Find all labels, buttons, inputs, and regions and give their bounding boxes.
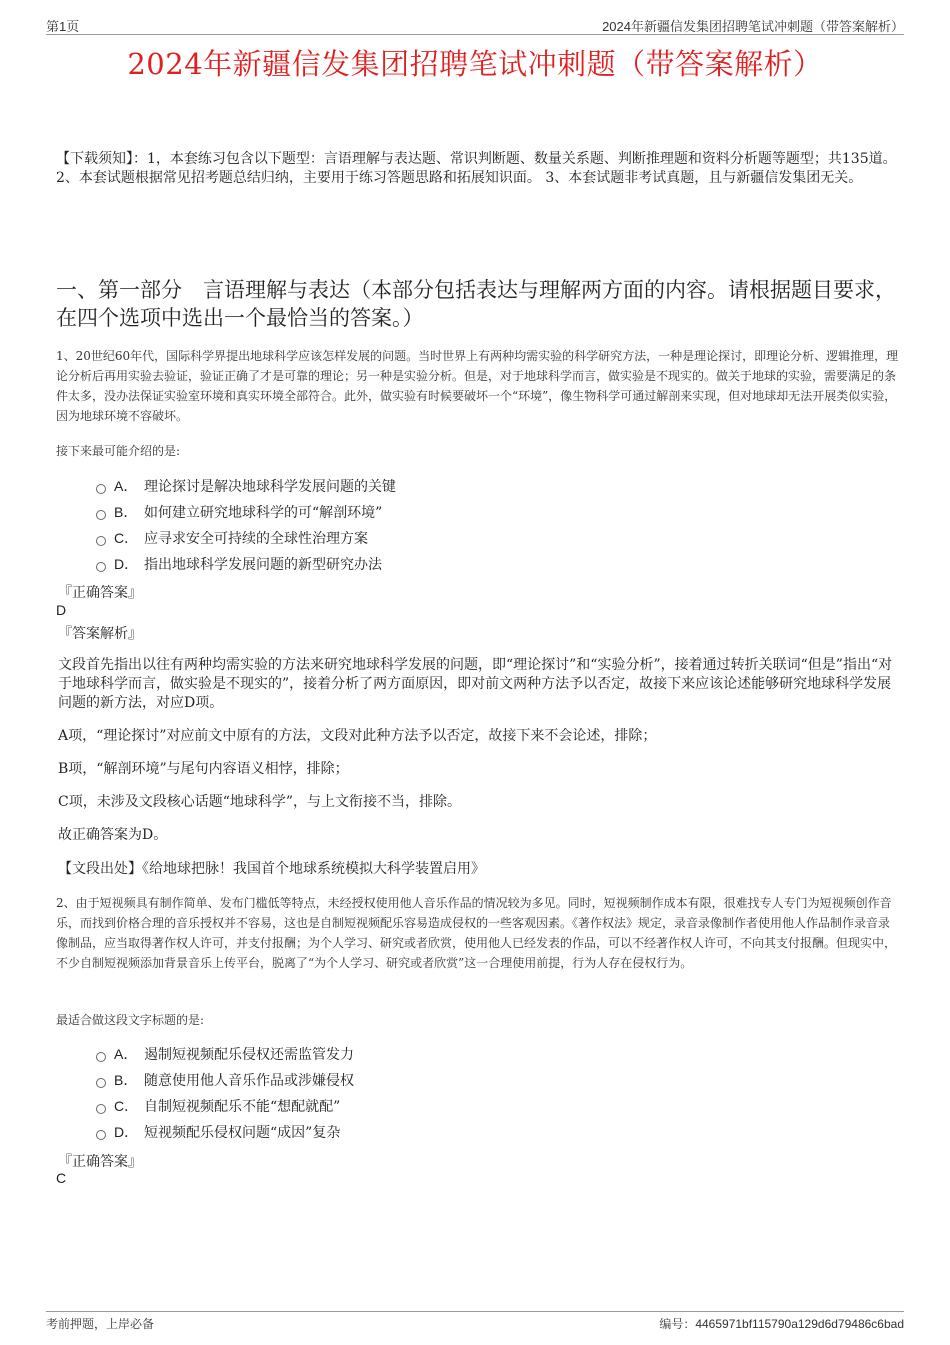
radio-icon[interactable] (96, 1052, 106, 1062)
radio-icon[interactable] (96, 484, 106, 494)
header-doc-title: 2024年新疆信发集团招聘笔试冲刺题（带答案解析） (602, 19, 904, 34)
footer-slogan: 考前押题，上岸必备 (46, 1317, 155, 1331)
section-title: 一、第一部分 言语理解与表达（本部分包括表达与理解两方面的内容。请根据题目要求，在四个选项中选出一个最恰当的答案。） (56, 278, 896, 330)
q1-analysis-para: C项，未涉及文段核心话题“地球科学”，与上文衔接不当，排除。 (58, 794, 462, 810)
page-title: 2024年新疆信发集团招聘笔试冲刺题（带答案解析） (127, 47, 823, 81)
q1-analysis-para: A项，“理论探讨”对应前文中原有的方法，文段对此种方法予以否定，故接下来不会论述，排除； (58, 728, 657, 744)
q2-option-c[interactable]: C． 自制短视频配乐不能“想配就配” (96, 1096, 340, 1116)
q2-answer: C (56, 1170, 67, 1186)
radio-icon[interactable] (96, 1104, 106, 1114)
radio-icon[interactable] (96, 510, 106, 520)
q2-option-a[interactable]: A． 遏制短视频配乐侵权还需监管发力 (96, 1044, 354, 1064)
q1-answer: D (56, 602, 67, 618)
question-1-text: 1、20世纪60年代，国际科学界提出地球科学应该怎样发展的问题。当时世界上有两种均需实验的科学研究方法，一种是理论探讨，即理论分析、逻辑推理，理论分析后再用实验去验证，验证正确了才是可靠的理论；另一种是实验分析。但是，对于地球科学而言，做实验是不现实的。做关于地球的实验，需要满足的条件太多，没办法保证实验室环境和真实环境全部符合。此外，做实验有时候要破坏一个“环境”，像生物科学可通过解剖来实现，但对地球却无法开展类似实验，因为地球环境不容破坏。 (56, 349, 899, 423)
q1-option-b[interactable]: B． 如何建立研究地球科学的可“解剖环境” (96, 502, 382, 522)
q1-analysis-para: 文段首先指出以往有两种均需实验的方法来研究地球科学发展的问题，即“理论探讨”和“实验分析”，接着通过转折关联词“但是”指出“对于地球科学而言，做实验是不现实的”，接着分析了两方面原因，即对前文两种方法予以否定，故接下来应该论述能够研究地球科学发展问题的新方法，对应D项。 (58, 657, 893, 711)
q2-answer-label: 『正确答案』 (58, 1154, 142, 1170)
q2-option-d[interactable]: D． 短视频配乐侵权问题“成因”复杂 (96, 1122, 340, 1142)
question-2-text: 2、由于短视频具有制作简单、发布门槛低等特点，未经授权使用他人音乐作品的情况较为多见。同时，短视频制作成本有限，很难找专人专门为短视频创作音乐，而找到价格合理的音乐授权并不容易，这也是自制短视频配乐容易造成侵权的一些客观因素。《著作权法》规定，录音录像制作者使用他人作品制作录音录像制品，应当取得著作权人许可，并支付报酬；为个人学习、研究或者欣赏，使用他人已经发表的作品，可以不经著作权人许可，不向其支付报酬。但现实中，不少自制短视频添加背景音乐上传平台，脱离了“为个人学习、研究或者欣赏”这一合理使用前提，行为人存在侵权行为。 (56, 896, 897, 970)
page-footer (46, 1311, 904, 1334)
radio-icon[interactable] (96, 1130, 106, 1140)
footer-code: 编号：4465971bf115790a129d6d79486c6bad (659, 1317, 904, 1331)
q1-answer-label: 『正确答案』 (58, 585, 142, 601)
q1-analysis-para: B项，“解剖环境”与尾句内容语义相悖，排除； (58, 761, 349, 777)
page-header (46, 14, 904, 35)
question-1-prompt: 接下来最可能介绍的是: (56, 444, 181, 458)
q1-option-a[interactable]: A． 理论探讨是解决地球科学发展问题的关键 (96, 476, 396, 496)
q2-option-b[interactable]: B． 随意使用他人音乐作品或涉嫌侵权 (96, 1070, 354, 1090)
page-number: 第1页 (46, 19, 80, 34)
radio-icon[interactable] (96, 562, 106, 572)
q1-analysis-label: 『答案解析』 (58, 626, 142, 642)
radio-icon[interactable] (96, 536, 106, 546)
q1-source: 【文段出处】《给地球把脉！我国首个地球系统模拟大科学装置启用》 (58, 861, 485, 877)
download-notice: 【下载须知】：1，本套练习包含以下题型：言语理解与表达题、常识判断题、数量关系题、判断推理题和资料分析题等题型；共135道。 2、本套试题根据常见招考题总结归纳，主要用于练习答题思路和拓展知识面。 3、本套试题非考试真题，且与新疆信发集团无关。 (56, 151, 897, 186)
q1-analysis-para: 故正确答案为D。 (58, 827, 168, 843)
radio-icon[interactable] (96, 1078, 106, 1088)
question-2-prompt: 最适合做这段文字标题的是: (56, 1013, 205, 1027)
q1-option-d[interactable]: D． 指出地球科学发展问题的新型研究办法 (96, 554, 382, 574)
q1-option-c[interactable]: C． 应寻求安全可持续的全球性治理方案 (96, 528, 368, 548)
